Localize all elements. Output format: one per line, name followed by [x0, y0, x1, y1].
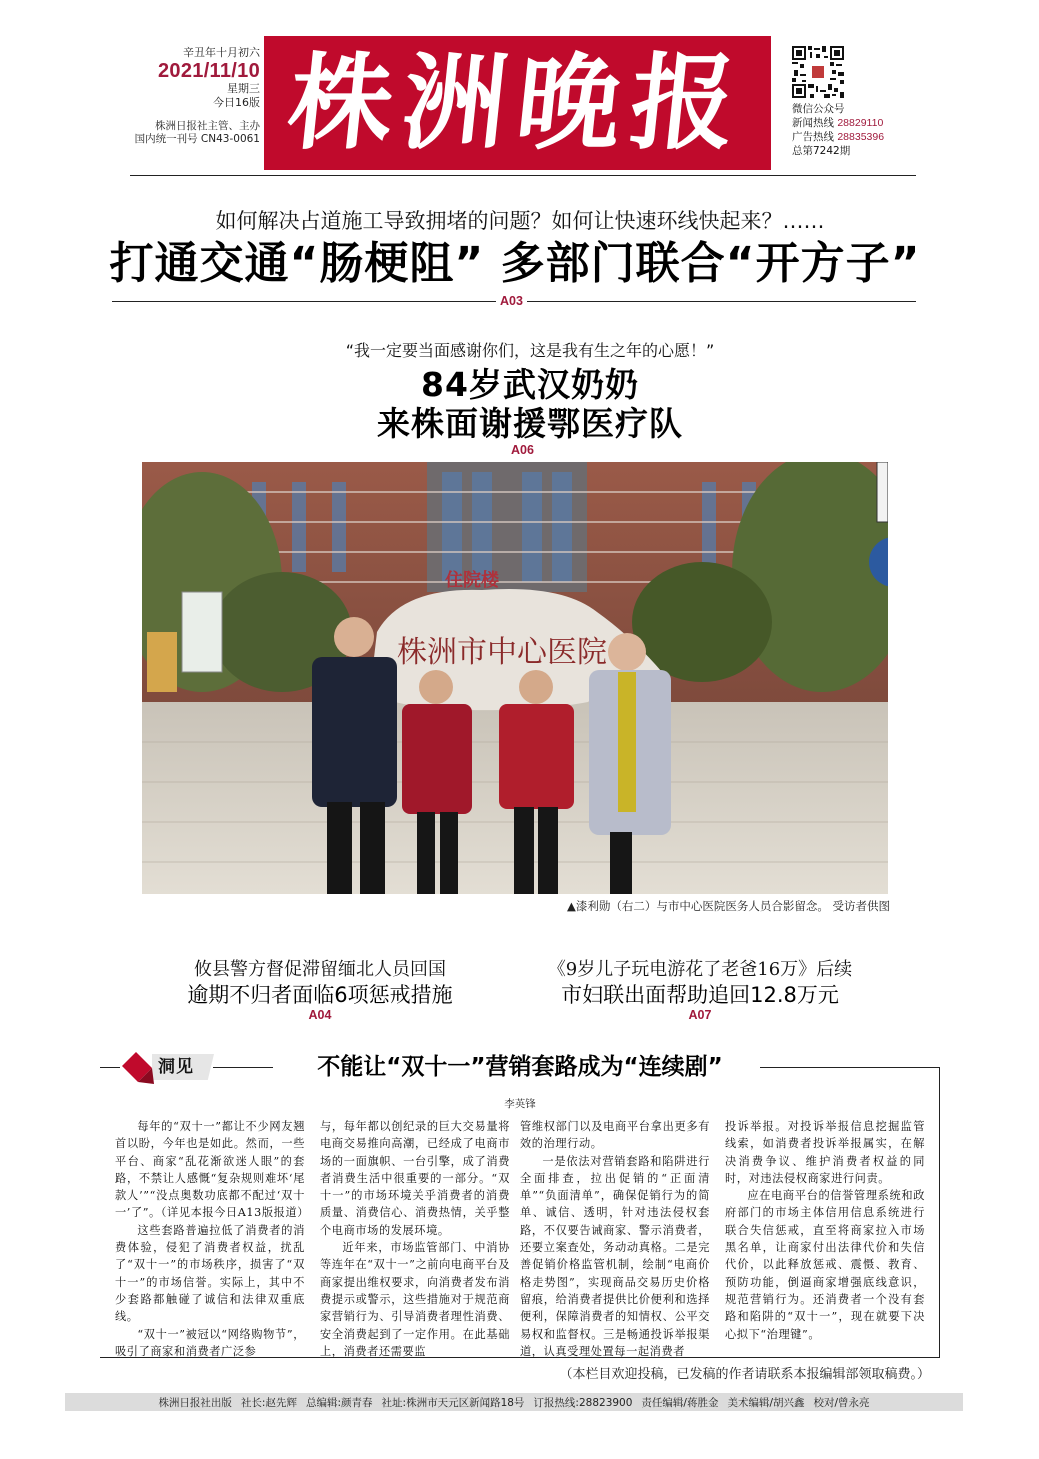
issue-number: 总第7242期: [792, 145, 851, 157]
column-badge: [118, 1052, 214, 1082]
column-rule: [100, 1067, 120, 1068]
column-rule: [760, 1067, 940, 1068]
news-hotline-label: 新闻热线: [792, 117, 834, 129]
masthead-divider: [130, 175, 916, 176]
column-text-col2: [320, 1118, 510, 1360]
photo-story-page-ref[interactable]: A06: [511, 443, 534, 457]
photo-story-quote: “我一定要当面感谢你们，这是我有生之年的心愿！”: [345, 341, 715, 360]
issn-line: 国内统一刊号 CN43-0061: [134, 133, 260, 145]
column-badge-label: 洞见: [158, 1057, 194, 1077]
column-rule: [213, 1067, 273, 1068]
news-photo: [142, 462, 888, 894]
pen-nib-icon: [118, 1052, 158, 1086]
footer-subscription: 订报热线:28823900: [533, 1396, 633, 1409]
paragraph: 近年来，市场监管部门、中消协等连年在“双十一”之前向电商平台及商家提出维权要求，向消费者发布消费提示或警示，这些措施对于规范商家营销行为、引导消费者理性消费、安全消费起到了一定作用。在此基础上，消费者还需要监: [320, 1241, 510, 1358]
paragraph: 管维权部门以及电商平台拿出更多有效的治理行动。: [520, 1120, 710, 1151]
footer-proofreader: 校对/曾永亮: [813, 1396, 870, 1409]
weekday: 星期三: [227, 82, 260, 95]
photo-caption: ▲漆利勋（右二）与市中心医院医务人员合影留念。 受访者供图: [567, 899, 890, 913]
teaser-page-ref[interactable]: A04: [308, 1008, 332, 1022]
lead-story-page-ref[interactable]: A03: [496, 294, 527, 308]
photo-story-headline-line1[interactable]: 84岁武汉奶奶: [421, 365, 639, 404]
qr-code-icon[interactable]: [792, 46, 844, 98]
submission-note: （本栏目欢迎投稿，已发稿的作者请联系本报编辑部领取稿费。）: [559, 1367, 930, 1382]
lunar-date: 辛丑年十月初六: [183, 46, 260, 59]
page-count: 今日16版: [213, 96, 260, 109]
paragraph: 一是依法对营销套路和陷阱进行全面排查，拉出促销的“正面清单”“负面清单”，确保促销行为的简单、诚信、透明，针对违法侵权套路，不仅要告诫商家、警示消费者，还要立案查处，务动动真格。二是完善促销价格监管机制，绘制“电商价格走势图”，实现商品交易历史价格留痕，给消费者提供比价便利和选择便利，保障消费者的知情权、公平交易权和监督权。三是畅通投诉举报渠道，认真受理处置每一起消费者: [520, 1154, 710, 1358]
teaser-kicker: 攸县警方督促滞留缅北人员回国: [194, 959, 446, 980]
footer-president: 社长:赵先辉: [240, 1396, 297, 1409]
teaser-kicker: 《9岁儿子玩电游花了老爸16万》后续: [547, 959, 853, 980]
ad-hotline-number: 28835396: [837, 131, 885, 143]
footer-publisher: 株洲日报社出版: [158, 1396, 232, 1409]
wechat-label: 微信公众号: [792, 103, 845, 115]
publication-date: 2021/11/10: [158, 60, 260, 82]
photo-building-sign: 住院楼: [445, 570, 499, 591]
sponsor-line: 株洲日报社主管、主办: [155, 120, 260, 132]
column-text-col1: [115, 1118, 310, 1360]
footer-address: 社址:株洲市天元区新闻路18号: [381, 1396, 525, 1409]
column-author: 李英锋: [504, 1098, 536, 1110]
ad-hotline: [792, 130, 922, 144]
footer-responsible-editor: 责任编辑/蒋胜金: [641, 1396, 719, 1409]
imprint-footer: [65, 1393, 963, 1411]
ad-hotline-label: 广告热线: [792, 131, 834, 143]
paragraph: 每年的“双十一”都让不少网友翘首以盼，今年也是如此。然而，一些平台、商家“乱花渐欲迷人眼”的套路，不禁让人感慨“复杂规则难坏‘尾款人’”“没点奥数功底都不配过‘双十一’了”。（详见本报今日A13版报道）: [115, 1120, 310, 1220]
photo-story-headline-line2[interactable]: 来株面谢援鄂医疗队: [377, 404, 683, 443]
masthead-contact-block: [792, 46, 922, 158]
column-title[interactable]: 不能让“双十一”营销套路成为“连续剧”: [317, 1054, 723, 1080]
news-hotline: [792, 116, 922, 130]
news-hotline-number: 28829110: [837, 117, 884, 129]
teaser-headline[interactable]: 市妇联出面帮助追回12.8万元: [561, 983, 839, 1007]
paragraph: “双十一”被冠以“网络购物节”，吸引了商家和消费者广泛参: [115, 1327, 305, 1358]
teaser-page-ref[interactable]: A07: [688, 1008, 712, 1022]
paragraph: 与，每年都以创纪录的巨大交易量将电商交易推向高潮，已经成了电商市场的一面旗帜、一台引擎，成了消费者消费生活中很重要的一部分。“双十一”的市场环境关乎消费者的消费质量、消费信心、消费热情，关乎整个电商市场的发展环境。: [320, 1120, 510, 1237]
lead-story-headline[interactable]: 打通交通“肠梗阻” 多部门联合“开方子”: [109, 238, 921, 289]
teaser-headline[interactable]: 逾期不归者面临6项惩戒措施: [187, 983, 453, 1007]
paragraph: 这些套路普遍拉低了消费者的消费体验，侵犯了消费者权益，扰乱了“双十一”的市场秩序，损害了“双十一”的市场信誉。实际上，其中不少套路都触碰了诚信和法律双重底线。: [115, 1223, 305, 1324]
masthead-date-block: [130, 46, 260, 146]
paragraph: 投诉举报。对投诉举报信息挖掘监管线索，如消费者投诉举报属实，在解决消费争议、维护消费者权益的同时，对违法侵权商家进行问责。: [725, 1120, 925, 1185]
column-text-col4: [725, 1118, 925, 1343]
photo-hospital-sign: 株洲市中心医院: [397, 635, 607, 670]
teaser-right[interactable]: [495, 958, 905, 1022]
teaser-left[interactable]: [150, 958, 490, 1022]
newspaper-logo: [264, 36, 771, 170]
lead-story-kicker: 如何解决占道施工导致拥堵的问题？如何让快速环线快起来？……: [215, 209, 825, 233]
footer-art-editor: 美术编辑/胡兴鑫: [727, 1396, 805, 1409]
paragraph: 应在电商平台的信誉管理系统和政府部门的市场主体信用信息系统进行联合失信惩戒，直至将商家拉入市场黑名单，让商家付出法律代价和失信代价，以此释放惩戒、震慑、教育、预防功能，倒逼商家增强底线意识，规范营销行为。还消费者一个没有套路和陷阱的“双十一”，现在就要下决心拟下“治理键”。: [725, 1189, 925, 1341]
footer-editor-in-chief: 总编辑:颜青春: [305, 1396, 373, 1409]
logo-text: 株洲晚报: [283, 41, 753, 164]
column-text-col3: [520, 1118, 710, 1360]
